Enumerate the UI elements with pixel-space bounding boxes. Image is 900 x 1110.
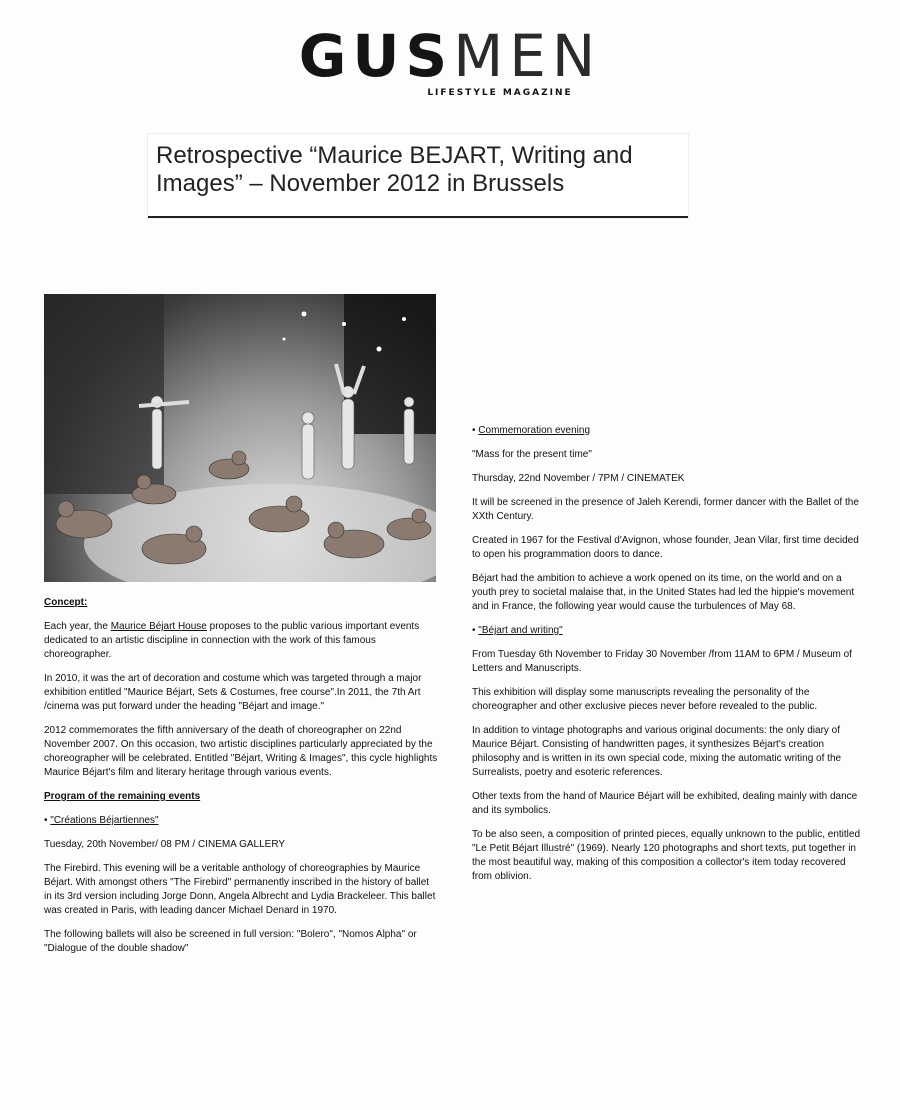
magazine-tagline: LIFESTYLE MAGAZINE xyxy=(427,88,573,98)
event-3-when: From Tuesday 6th November to Friday 30 November /from 11AM to 6PM / Museum of Letters and Manuscripts. xyxy=(472,649,852,674)
article-title xyxy=(156,142,686,198)
event-3-paragraph-3: Other texts from the hand of Maurice Béjart will be exhibited, dealing mainly with dance and its symbolics. xyxy=(472,791,858,816)
concept-paragraph-2: In 2010, it was the art of decoration and costume which was targeted through a major exhibition entitled "Maurice Béjart, Sets & Costumes, free course".In 2011, the 7th Art /cinema was put forward under the heading "Béjart and image." xyxy=(44,673,422,712)
article-title-line-2: Images” – November 2012 in Brussels xyxy=(156,170,565,197)
event-1-when: Tuesday, 20th November/ 08 PM / CINEMA GALLERY xyxy=(44,839,286,850)
event-2-paragraph-2: Created in 1967 for the Festival d'Avignon, whose founder, Jean Vilar, first time decided to open his programmation doors to dance. xyxy=(472,535,859,560)
ballet-dancers-illustration xyxy=(44,294,436,582)
event-1-description: The Firebird. This evening will be a veritable anthology of choreographies by Maurice Béjart. With amongst others "The Firebird" permanently inscribed in the history of ballet in its 3rd version including Jorge Donn, Angela Albrecht and Lydia Brackeleer. This ballet was created in Paris, with leading dancer Michael Denard in 1970. xyxy=(44,863,436,916)
event-3-paragraph-1: This exhibition will display some manuscripts revealing the personality of the choreographer and other exclusive pieces never before revealed to the public. xyxy=(472,687,818,712)
event-3-paragraph-2: In addition to vintage photographs and various original documents: the only diary of Maurice Béjart. Consisting of handwritten pages, it synthesizes Béjart's creation philosophy and is written in its own special code, mixing the automatic writing of the Surrealists, poetry and esoteric references. xyxy=(472,725,842,778)
event-2-subtitle: "Mass for the present time" xyxy=(472,449,592,460)
event-3-paragraph-4: To be also seen, a composition of printed pieces, equally unknown to the public, entitled "Le Petit Béjart Illustré" (1969). Nearly 120 photographs and short texts, put together in the most beautiful way, making of this composition a collector's item today recovered from oblivion. xyxy=(472,829,861,882)
event-1-title-text: "Créations Béjartiennes" xyxy=(50,815,159,826)
event-2-title-text: Commemoration evening xyxy=(478,425,590,436)
article-title-box xyxy=(148,134,688,218)
magazine-logo xyxy=(0,22,900,90)
left-column xyxy=(44,596,439,966)
article-title-line-1: Retrospective “Maurice BEJART, Writing and xyxy=(156,142,633,169)
event-1-also-screened: The following ballets will also be screened in full version: "Bolero", "Nomos Alpha" or "Dialogue of the double shadow" xyxy=(44,929,417,954)
event-1-title xyxy=(44,814,439,828)
event-3-title xyxy=(472,624,867,638)
event-2-when: Thursday, 22nd November / 7PM / CINEMATEK xyxy=(472,473,685,484)
right-column xyxy=(472,424,867,894)
masthead xyxy=(0,22,900,98)
event-2-title xyxy=(472,424,867,438)
concept-paragraph-3: 2012 commemorates the fifth anniversary of the death of choreographer on 22nd November 2007. On this occasion, two artistic disciplines particularly appreciated by the choreographer will be celebrated. Entitled "Béjart, Writing & Images", this cycle highlights Maurice Béjart's film and literary heritage through various events. xyxy=(44,725,438,778)
ballet-stage-photo xyxy=(44,294,436,582)
concept-heading: Concept: xyxy=(44,597,88,608)
concept-paragraph-1 xyxy=(44,620,439,662)
event-2-paragraph-3: Béjart had the ambition to achieve a work opened on its time, on the world and on a youth prey to societal malaise that, in the United States had led the hippie's movement and in France, the following year would cause the turbulences of May 68. xyxy=(472,573,855,612)
event-2-paragraph-1: It will be screened in the presence of Jaleh Kerendi, former dancer with the Ballet of the XXth Century. xyxy=(472,497,859,522)
logo-light-part: MEN xyxy=(453,22,602,90)
concept-p1-lead: Each year, the xyxy=(44,621,111,632)
program-heading: Program of the remaining events xyxy=(44,791,201,802)
concept-p1-rest: proposes to the public various important events dedicated to an artistic discipline in connection with the work of this famous choreographer. xyxy=(44,621,420,660)
logo-bold-part: GUS xyxy=(298,22,454,90)
maurice-bejart-house-link[interactable]: Maurice Béjart House xyxy=(110,621,207,632)
event-3-title-text: "Béjart and writing" xyxy=(478,625,563,636)
